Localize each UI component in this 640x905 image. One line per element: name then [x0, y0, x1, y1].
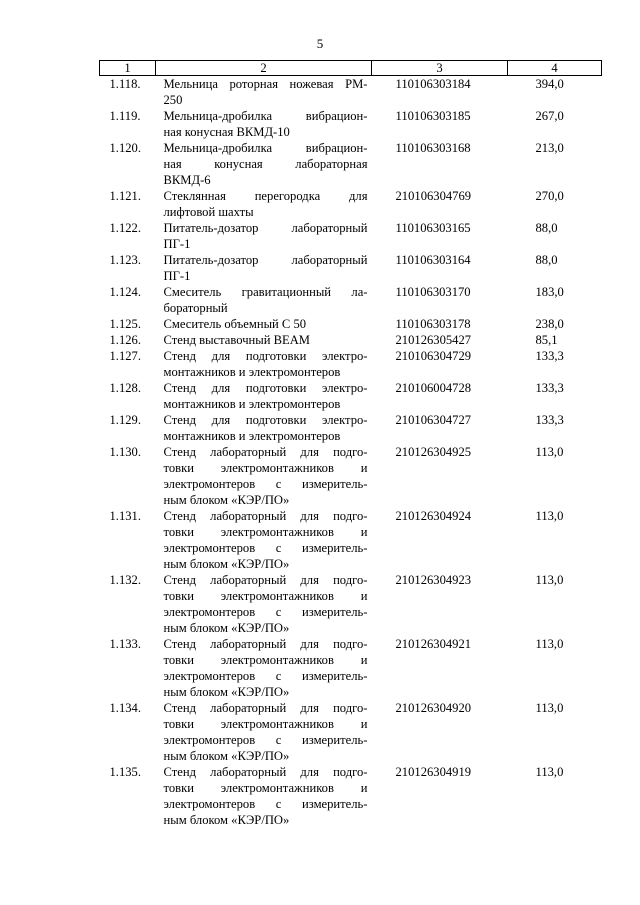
item-name-line: ным блоком «КЭР/ПО» — [163, 557, 290, 571]
item-name-line: ПГ-1 — [163, 237, 191, 251]
inventory-code: 210126304921 — [395, 637, 472, 651]
item-name — [156, 220, 372, 252]
item-value: 238,0 — [535, 317, 564, 331]
table-row — [100, 76, 602, 109]
item-name — [156, 332, 372, 348]
item-value: 267,0 — [535, 109, 564, 123]
table-row — [100, 140, 602, 188]
item-name-line: товки электромонтажников и — [163, 589, 368, 603]
inventory-code: 210126304923 — [395, 573, 472, 587]
item-name — [156, 140, 372, 188]
item-number: 1.129. — [109, 413, 141, 427]
table-row — [100, 188, 602, 220]
column-header-2: 2 — [156, 61, 372, 76]
item-number: 1.120. — [109, 141, 141, 155]
table-row — [100, 572, 602, 636]
inventory-code: 210106004728 — [395, 381, 472, 395]
item-value: 113,0 — [535, 765, 564, 779]
inventory-code: 210106304769 — [395, 189, 472, 203]
item-number: 1.126. — [109, 333, 141, 347]
item-value: 133,3 — [535, 381, 564, 395]
item-name — [156, 636, 372, 700]
item-value: 113,0 — [535, 573, 564, 587]
item-name-line: товки электромонтажников и — [163, 781, 368, 795]
item-name-line: электромонтеров с измеритель- — [163, 797, 368, 811]
item-name-line: ным блоком «КЭР/ПО» — [163, 749, 290, 763]
item-name-line: Мельница роторная ножевая РМ- — [163, 77, 368, 91]
item-name-line: Смеситель гравитационный ла- — [163, 285, 368, 299]
table-row — [100, 220, 602, 252]
item-name — [156, 108, 372, 140]
item-name — [156, 76, 372, 109]
item-value: 113,0 — [535, 701, 564, 715]
item-name-line: монтажников и электромонтеров — [163, 365, 341, 379]
column-header-4: 4 — [508, 61, 602, 76]
item-value: 113,0 — [535, 509, 564, 523]
table-row — [100, 764, 602, 828]
item-name — [156, 508, 372, 572]
item-name — [156, 188, 372, 220]
item-number: 1.133. — [109, 637, 141, 651]
column-header-3: 3 — [372, 61, 508, 76]
inventory-code: 110106303185 — [395, 109, 471, 123]
item-name — [156, 412, 372, 444]
item-name — [156, 444, 372, 508]
item-name-line: Стенд лабораторный для подго- — [163, 509, 368, 523]
item-name-line: Стенд лабораторный для подго- — [163, 573, 368, 587]
item-name-line: электромонтеров с измеритель- — [163, 477, 368, 491]
item-name-line: товки электромонтажников и — [163, 653, 368, 667]
item-name-line: ная конусная лабораторная — [163, 157, 368, 171]
item-name-line: Стенд для подготовки электро- — [163, 413, 368, 427]
item-name-line: ВКМД-6 — [163, 173, 211, 187]
item-name-line: ная конусная ВКМД-10 — [163, 125, 290, 139]
table-row — [100, 108, 602, 140]
item-number: 1.128. — [109, 381, 141, 395]
item-name — [156, 348, 372, 380]
item-number: 1.134. — [109, 701, 141, 715]
item-name — [156, 700, 372, 764]
item-name-line: товки электромонтажников и — [163, 717, 368, 731]
table-header-row — [100, 61, 602, 76]
item-name-line: ПГ-1 — [163, 269, 191, 283]
inventory-code: 110106303184 — [395, 77, 471, 91]
inventory-code: 210106304727 — [395, 413, 472, 427]
item-name-line: Стеклянная перегородка для — [163, 189, 368, 203]
inventory-code: 210126305427 — [395, 333, 472, 347]
item-name — [156, 252, 372, 284]
item-name-line: ным блоком «КЭР/ПО» — [163, 685, 290, 699]
item-name — [156, 380, 372, 412]
table-row — [100, 332, 602, 348]
inventory-code: 110106303168 — [395, 141, 471, 155]
item-name-line: 250 — [163, 93, 183, 107]
inventory-code: 210126304919 — [395, 765, 472, 779]
item-name-line: монтажников и электромонтеров — [163, 429, 341, 443]
item-name — [156, 284, 372, 316]
item-name — [156, 316, 372, 332]
item-value: 213,0 — [535, 141, 564, 155]
item-value: 85,1 — [535, 333, 558, 347]
item-name-line: ным блоком «КЭР/ПО» — [163, 493, 290, 507]
inventory-code: 110106303165 — [395, 221, 471, 235]
table-row — [100, 412, 602, 444]
item-name-line: товки электромонтажников и — [163, 525, 368, 539]
inventory-code: 110106303164 — [395, 253, 471, 267]
inventory-code: 210126304924 — [395, 509, 472, 523]
table-row — [100, 636, 602, 700]
column-header-1: 1 — [100, 61, 156, 76]
item-value: 270,0 — [535, 189, 564, 203]
inventory-code: 110106303178 — [395, 317, 471, 331]
table-row — [100, 380, 602, 412]
item-number: 1.125. — [109, 317, 141, 331]
inventory-code: 210106304729 — [395, 349, 472, 363]
item-name-line: Стенд для подготовки электро- — [163, 349, 368, 363]
item-name-line: Питатель-дозатор лабораторный — [163, 253, 368, 267]
item-name-line: Стенд лабораторный для подго- — [163, 765, 368, 779]
table-row — [100, 252, 602, 284]
item-value: 394,0 — [535, 77, 564, 91]
item-name-line: Стенд лабораторный для подго- — [163, 637, 368, 651]
item-value: 183,0 — [535, 285, 564, 299]
item-value: 88,0 — [535, 253, 558, 267]
item-value: 88,0 — [535, 221, 558, 235]
item-name-line: электромонтеров с измеритель- — [163, 733, 368, 747]
table-body — [100, 76, 602, 829]
item-number: 1.122. — [109, 221, 141, 235]
item-name-line: Стенд лабораторный для подго- — [163, 445, 368, 459]
item-name-line: лифтовой шахты — [163, 205, 254, 219]
item-number: 1.130. — [109, 445, 141, 459]
item-name-line: товки электромонтажников и — [163, 461, 368, 475]
page-number: 5 — [316, 36, 324, 51]
item-name-line: электромонтеров с измеритель- — [163, 605, 368, 619]
table-row — [100, 700, 602, 764]
item-number: 1.131. — [109, 509, 141, 523]
item-name-line: Питатель-дозатор лабораторный — [163, 221, 368, 235]
item-name-line: ным блоком «КЭР/ПО» — [163, 621, 290, 635]
item-name-line: ным блоком «КЭР/ПО» — [163, 813, 290, 827]
item-name-line: Стенд лабораторный для подго- — [163, 701, 368, 715]
item-number: 1.127. — [109, 349, 141, 363]
table-row — [100, 316, 602, 332]
item-number: 1.119. — [109, 109, 141, 123]
item-name-line: Стенд для подготовки электро- — [163, 381, 368, 395]
item-name-line: Стенд выставочный BEAM — [163, 333, 311, 347]
item-number: 1.123. — [109, 253, 141, 267]
item-value: 113,0 — [535, 445, 564, 459]
item-number: 1.132. — [109, 573, 141, 587]
item-name-line: электромонтеров с измеритель- — [163, 541, 368, 555]
table-row — [100, 348, 602, 380]
item-name-line: электромонтеров с измеритель- — [163, 669, 368, 683]
item-value: 113,0 — [535, 637, 564, 651]
item-name-line: Мельница-дробилка вибрацион- — [163, 141, 368, 155]
table-row — [100, 444, 602, 508]
item-name-line: Смеситель объемный С 50 — [163, 317, 307, 331]
item-name — [156, 764, 372, 828]
item-name — [156, 572, 372, 636]
item-name-line: Мельница-дробилка вибрацион- — [163, 109, 368, 123]
table-row — [100, 508, 602, 572]
item-number: 1.135. — [109, 765, 141, 779]
table-row — [100, 284, 602, 316]
item-name-line: монтажников и электромонтеров — [163, 397, 341, 411]
item-number: 1.118. — [109, 77, 141, 91]
item-value: 133,3 — [535, 349, 564, 363]
item-number: 1.124. — [109, 285, 141, 299]
inventory-code: 110106303170 — [395, 285, 471, 299]
item-number: 1.121. — [109, 189, 141, 203]
item-name-line: бораторный — [163, 301, 228, 315]
inventory-code: 210126304925 — [395, 445, 472, 459]
item-value: 133,3 — [535, 413, 564, 427]
inventory-code: 210126304920 — [395, 701, 472, 715]
equipment-table — [99, 60, 602, 828]
